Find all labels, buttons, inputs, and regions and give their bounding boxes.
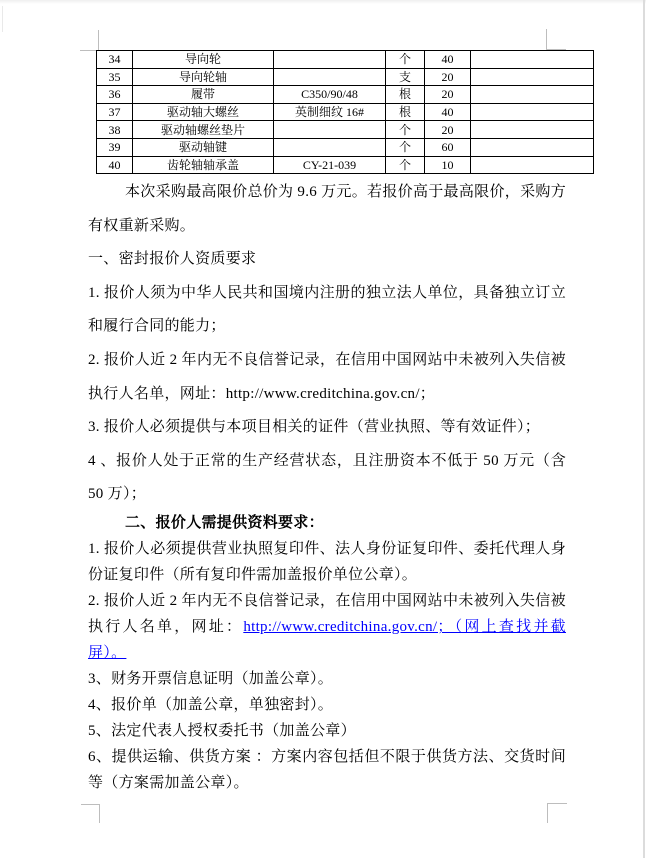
table-cell: 37 [97,103,133,121]
section-2-item-5: 5、法定代表人授权委托书（加盖公章） [88,723,356,739]
margin-mark-top-left [80,30,99,51]
table-cell [471,86,594,104]
section-2-item-1: 1. 报价人必须提供营业执照复印件、法人身份证复印件、委托代理人身份证复印件（所有复印件需加盖报价单位公章）。 [88,541,566,583]
table-row-40 [97,156,594,174]
table-cell [274,51,386,69]
table-cell: 20 [425,86,471,104]
table-cell: 个 [386,138,425,156]
table-cell: 齿轮轴轴承盖 [133,156,274,174]
table-cell: 39 [97,138,133,156]
table-row-37 [97,103,594,121]
table-cell: 35 [97,68,133,86]
section-2-item-3: 3、财务开票信息证明（加盖公章）。 [88,671,334,687]
table-cell: 支 [386,68,425,86]
table-cell: 履带 [133,86,274,104]
table-row-35 [97,68,594,86]
table-cell: 36 [97,86,133,104]
table-row-34 [97,51,594,69]
page-right-edge [643,0,645,858]
table-cell: 34 [97,51,133,69]
table-cell: 10 [425,156,471,174]
table-cell [471,103,594,121]
table-cell: 个 [386,121,425,139]
section-1-item-1: 1. 报价人须为中华人民共和国境内注册的独立法人单位，具备独立订立和履行合同的能力； [88,284,566,335]
table-cell [471,138,594,156]
table-cell: 40 [425,51,471,69]
table-row-36 [97,86,594,104]
table-cell: 驱动轴大螺丝 [133,103,274,121]
table-cell: 导向轮 [133,51,274,69]
table-cell: 个 [386,156,425,174]
section-2-heading: 二、报价人需提供资料要求： [125,515,324,531]
table-cell: 38 [97,121,133,139]
section-2-item-6: 6、提供运输、供货方案 ：方案内容包括但不限于供货方法、交货时间等（方案需加盖公章）。 [88,749,566,791]
section-1-heading: 一、密封报价人资质要求 [88,251,257,268]
table-cell: 20 [425,121,471,139]
table-cell: 个 [386,51,425,69]
table-cell: 40 [97,156,133,174]
margin-mark-top-right [546,29,566,50]
table-cell [471,156,594,174]
page-top-edge [0,0,646,4]
table-cell: 英制细纹 16# [274,103,386,121]
paragraph-price-limit: 本次采购最高限价总价为 9.6 万元。若报价高于最高限价，采购方有权重新采购。 [88,184,566,234]
table-cell: 驱动轴螺丝垫片 [133,121,274,139]
table-cell: 根 [386,86,425,104]
table-cell: 驱动轴键 [133,138,274,156]
section-1-item-2: 2. 报价人近 2 年内无不良信誉记录，在信用中国网站中未被列入失信被执行人名单，网址：http://www.creditchina.gov.cn/； [88,351,566,402]
section-2-item-2-text: 2. 报价人近 2 年内无不良信誉记录，在信用中国网站中未被列入失信被执行人名单，网址： [88,593,566,635]
table-cell [274,68,386,86]
creditchina-link[interactable]: http://www.creditchina.gov.cn/；（网上查找并截屏）。 [88,619,566,661]
table-cell [274,121,386,139]
table-cell [471,51,594,69]
table-cell [274,138,386,156]
table-cell [471,68,594,86]
table-cell: 导向轮轴 [133,68,274,86]
table-cell: 根 [386,103,425,121]
margin-mark-bottom-right [547,803,567,823]
section-1-item-3: 3. 报价人必须提供与本项目相关的证件（营业执照、等有效证件）； [88,419,541,436]
section-2 [88,510,566,796]
section-1 [88,176,566,512]
table-row-38 [97,121,594,139]
table-cell: 20 [425,68,471,86]
table-row-39 [97,138,594,156]
page-left-edge [2,6,3,32]
parts-table [96,50,594,174]
table-cell [471,121,594,139]
margin-mark-bottom-left [81,804,100,823]
table-cell: 40 [425,103,471,121]
section-2-item-4: 4、报价单（加盖公章，单独密封）。 [88,697,334,713]
table-cell: CY-21-039 [274,156,386,174]
table-cell: 60 [425,138,471,156]
table-cell: C350/90/48 [274,86,386,104]
section-1-item-4: 4 、报价人处于正常的生产经营状态，且注册资本不低于 50 万元（含 50 万）； [88,452,566,503]
section-2-item-2 [88,588,566,666]
